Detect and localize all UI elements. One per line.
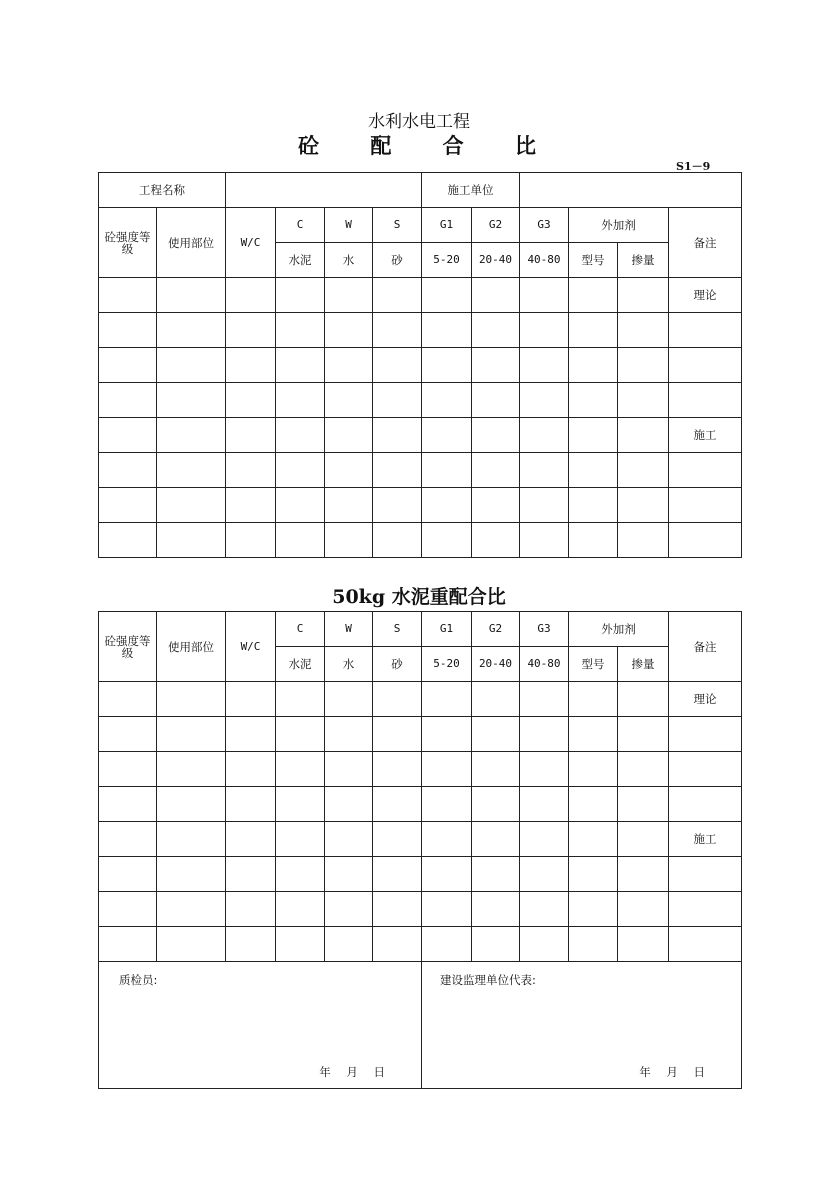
table-cell[interactable] xyxy=(569,418,618,453)
table-row xyxy=(99,523,742,558)
table-cell[interactable] xyxy=(520,453,569,488)
table-cell[interactable] xyxy=(226,787,276,822)
remarks-cell[interactable] xyxy=(669,717,742,752)
form-code: S1－9 xyxy=(676,160,711,173)
col-grade: 砼强度等级 xyxy=(99,612,157,682)
table-cell[interactable] xyxy=(422,892,472,927)
table-cell[interactable] xyxy=(157,752,226,787)
table-cell[interactable] xyxy=(618,278,669,313)
supervisor-label: 建设监理单位代表: xyxy=(440,973,536,987)
table-cell[interactable] xyxy=(157,418,226,453)
table-cell[interactable] xyxy=(276,313,325,348)
col-g2-sub: 20-40 xyxy=(472,243,520,278)
table-cell[interactable] xyxy=(325,822,373,857)
table-cell[interactable] xyxy=(226,348,276,383)
table-cell[interactable] xyxy=(99,787,157,822)
table-cell[interactable] xyxy=(569,717,618,752)
col-admixture-type: 型号 xyxy=(569,647,618,682)
table-cell[interactable] xyxy=(157,453,226,488)
table-cell[interactable] xyxy=(520,383,569,418)
table-row xyxy=(99,313,742,348)
table-cell[interactable] xyxy=(472,787,520,822)
col-c: C xyxy=(276,208,325,243)
table-cell[interactable] xyxy=(618,752,669,787)
table-row xyxy=(99,787,742,822)
table-cell[interactable] xyxy=(422,822,472,857)
table-cell[interactable] xyxy=(520,313,569,348)
table-cell[interactable] xyxy=(99,278,157,313)
table-cell[interactable] xyxy=(422,752,472,787)
table-cell[interactable] xyxy=(472,927,520,962)
col-g1: G1 xyxy=(422,612,472,647)
table-cell[interactable] xyxy=(276,523,325,558)
col-g3-sub: 40-80 xyxy=(520,647,569,682)
col-c-sub: 水泥 xyxy=(276,243,325,278)
table-cell[interactable] xyxy=(276,752,325,787)
table-row xyxy=(99,717,742,752)
table-cell[interactable] xyxy=(618,717,669,752)
table-cell[interactable] xyxy=(325,927,373,962)
table-cell[interactable] xyxy=(99,717,157,752)
table-cell[interactable] xyxy=(325,892,373,927)
table-cell[interactable] xyxy=(618,682,669,717)
table-cell[interactable] xyxy=(472,418,520,453)
inspector-signature-box[interactable] xyxy=(99,962,422,1089)
table-cell[interactable] xyxy=(99,682,157,717)
table-cell[interactable] xyxy=(276,453,325,488)
table-row xyxy=(99,822,742,857)
table-cell[interactable] xyxy=(569,857,618,892)
table-cell[interactable] xyxy=(472,313,520,348)
table-cell[interactable] xyxy=(618,418,669,453)
table-cell[interactable] xyxy=(472,717,520,752)
table-cell[interactable] xyxy=(157,348,226,383)
remarks-cell[interactable] xyxy=(669,313,742,348)
table-cell[interactable] xyxy=(325,418,373,453)
col-g2: G2 xyxy=(472,612,520,647)
table-cell[interactable] xyxy=(276,822,325,857)
col-s: S xyxy=(373,612,422,647)
table-cell[interactable] xyxy=(569,453,618,488)
table-cell[interactable] xyxy=(99,857,157,892)
table-cell[interactable] xyxy=(325,717,373,752)
table-row xyxy=(99,348,742,383)
table-cell[interactable] xyxy=(569,892,618,927)
table-cell[interactable] xyxy=(520,523,569,558)
col-admixture-type: 型号 xyxy=(569,243,618,278)
table-cell[interactable] xyxy=(226,453,276,488)
document-title: 水利水电工程 xyxy=(368,112,470,132)
table-cell[interactable] xyxy=(157,717,226,752)
table-cell[interactable] xyxy=(276,383,325,418)
section-title: 50kg 水泥重配合比 xyxy=(332,586,506,608)
table-row xyxy=(99,927,742,962)
remarks-cell[interactable] xyxy=(669,787,742,822)
table-cell[interactable] xyxy=(373,523,422,558)
table-cell[interactable] xyxy=(520,418,569,453)
col-w-sub: 水 xyxy=(325,243,373,278)
table-cell[interactable] xyxy=(520,822,569,857)
table-cell[interactable] xyxy=(618,488,669,523)
table-cell[interactable] xyxy=(569,822,618,857)
table-cell[interactable] xyxy=(325,752,373,787)
table-cell[interactable] xyxy=(520,717,569,752)
supervisor-date: 年 月 日 xyxy=(639,1065,705,1079)
table-row xyxy=(99,752,742,787)
table-cell[interactable] xyxy=(226,752,276,787)
table-cell[interactable] xyxy=(472,752,520,787)
table-cell[interactable] xyxy=(99,453,157,488)
table-cell[interactable] xyxy=(157,927,226,962)
col-c: C xyxy=(276,612,325,647)
table-cell[interactable] xyxy=(99,892,157,927)
remarks-cell[interactable] xyxy=(669,383,742,418)
table-cell[interactable] xyxy=(618,857,669,892)
cement-50kg-mix-table xyxy=(98,611,742,1089)
table-cell[interactable] xyxy=(325,348,373,383)
table-cell[interactable] xyxy=(325,857,373,892)
table-cell[interactable] xyxy=(276,278,325,313)
table-cell[interactable] xyxy=(422,313,472,348)
table-cell[interactable] xyxy=(618,453,669,488)
table-cell[interactable] xyxy=(226,418,276,453)
col-admixture-dose: 掺量 xyxy=(618,647,669,682)
table-cell[interactable] xyxy=(472,523,520,558)
col-admixture: 外加剂 xyxy=(569,208,669,243)
col-s: S xyxy=(373,208,422,243)
table-cell[interactable] xyxy=(276,488,325,523)
col-w: W xyxy=(325,612,373,647)
remarks-cell[interactable] xyxy=(669,453,742,488)
table-cell[interactable] xyxy=(472,348,520,383)
table-cell[interactable] xyxy=(472,857,520,892)
table-cell[interactable] xyxy=(373,453,422,488)
remarks-cell[interactable]: 施工 xyxy=(669,418,742,453)
table-row xyxy=(99,892,742,927)
table-cell[interactable] xyxy=(618,313,669,348)
table-cell[interactable] xyxy=(157,313,226,348)
table-cell[interactable] xyxy=(618,348,669,383)
remarks-cell[interactable]: 施工 xyxy=(669,822,742,857)
remarks-cell[interactable] xyxy=(669,857,742,892)
col-wc: W/C xyxy=(226,208,276,278)
table-row xyxy=(99,418,742,453)
table-cell[interactable] xyxy=(569,787,618,822)
table-cell[interactable] xyxy=(325,682,373,717)
remarks-cell[interactable] xyxy=(669,752,742,787)
table-cell[interactable] xyxy=(569,278,618,313)
table-cell[interactable] xyxy=(325,488,373,523)
table-cell[interactable] xyxy=(226,488,276,523)
table-cell[interactable] xyxy=(99,418,157,453)
col-admixture-dose: 掺量 xyxy=(618,243,669,278)
table-row xyxy=(99,278,742,313)
remarks-cell[interactable] xyxy=(669,488,742,523)
table-cell[interactable] xyxy=(226,892,276,927)
inspector-label: 质检员: xyxy=(119,973,158,987)
remarks-cell[interactable] xyxy=(669,892,742,927)
table-cell[interactable] xyxy=(422,717,472,752)
table-cell[interactable] xyxy=(325,787,373,822)
table-cell[interactable] xyxy=(99,383,157,418)
table-cell[interactable] xyxy=(226,383,276,418)
table-cell[interactable] xyxy=(422,523,472,558)
table-cell[interactable] xyxy=(99,348,157,383)
table-cell[interactable] xyxy=(276,892,325,927)
table-cell[interactable] xyxy=(422,488,472,523)
table-cell[interactable] xyxy=(569,682,618,717)
table-cell[interactable] xyxy=(422,857,472,892)
col-grade: 砼强度等级 xyxy=(99,208,157,278)
table-cell[interactable] xyxy=(520,892,569,927)
table-cell[interactable] xyxy=(157,892,226,927)
table-cell[interactable] xyxy=(325,523,373,558)
table-cell[interactable] xyxy=(373,892,422,927)
remarks-cell[interactable] xyxy=(669,348,742,383)
col-g1: G1 xyxy=(422,208,472,243)
project-name-label: 工程名称 xyxy=(99,173,226,208)
table-cell[interactable] xyxy=(618,787,669,822)
col-g1-sub: 5-20 xyxy=(422,243,472,278)
col-location: 使用部位 xyxy=(157,208,226,278)
col-g1-sub: 5-20 xyxy=(422,647,472,682)
table-cell[interactable] xyxy=(569,752,618,787)
table-cell[interactable] xyxy=(618,892,669,927)
table-cell[interactable] xyxy=(226,927,276,962)
table-cell[interactable] xyxy=(276,717,325,752)
table-cell[interactable] xyxy=(618,822,669,857)
table-cell[interactable] xyxy=(618,523,669,558)
table-cell[interactable] xyxy=(276,787,325,822)
col-w: W xyxy=(325,208,373,243)
remarks-cell[interactable]: 理论 xyxy=(669,278,742,313)
table-cell[interactable] xyxy=(373,752,422,787)
table-cell[interactable] xyxy=(569,383,618,418)
table-cell[interactable] xyxy=(520,278,569,313)
table-cell[interactable] xyxy=(325,453,373,488)
table-cell[interactable] xyxy=(276,418,325,453)
table-cell[interactable] xyxy=(520,927,569,962)
table-cell[interactable] xyxy=(99,752,157,787)
table-cell[interactable] xyxy=(422,453,472,488)
table-cell[interactable] xyxy=(373,787,422,822)
table-cell[interactable] xyxy=(373,418,422,453)
table-cell[interactable] xyxy=(373,313,422,348)
remarks-cell[interactable] xyxy=(669,523,742,558)
table-cell[interactable] xyxy=(472,682,520,717)
table-cell[interactable] xyxy=(569,523,618,558)
col-w-sub: 水 xyxy=(325,647,373,682)
table-cell[interactable] xyxy=(325,313,373,348)
table-cell[interactable] xyxy=(373,822,422,857)
table-cell[interactable] xyxy=(472,488,520,523)
table-cell[interactable] xyxy=(325,383,373,418)
table-cell[interactable] xyxy=(472,453,520,488)
table-cell[interactable] xyxy=(157,383,226,418)
table-cell[interactable] xyxy=(157,822,226,857)
table-cell[interactable] xyxy=(99,313,157,348)
contractor-label: 施工单位 xyxy=(422,173,520,208)
table-cell[interactable] xyxy=(226,313,276,348)
table-cell[interactable] xyxy=(157,278,226,313)
table-cell[interactable] xyxy=(373,278,422,313)
table-cell[interactable] xyxy=(569,927,618,962)
table-cell[interactable] xyxy=(569,488,618,523)
table-cell[interactable] xyxy=(99,927,157,962)
table-cell[interactable] xyxy=(422,278,472,313)
table-cell[interactable] xyxy=(226,822,276,857)
table-cell[interactable] xyxy=(157,488,226,523)
col-g2-sub: 20-40 xyxy=(472,647,520,682)
table-cell[interactable] xyxy=(569,348,618,383)
table-cell[interactable] xyxy=(373,383,422,418)
col-g3: G3 xyxy=(520,208,569,243)
table-cell[interactable] xyxy=(373,488,422,523)
table-row xyxy=(99,857,742,892)
table-cell[interactable] xyxy=(157,523,226,558)
table-cell[interactable] xyxy=(157,682,226,717)
col-g3-sub: 40-80 xyxy=(520,243,569,278)
col-g2: G2 xyxy=(472,208,520,243)
project-name-field[interactable] xyxy=(226,173,422,208)
table-cell[interactable] xyxy=(520,857,569,892)
table-cell[interactable] xyxy=(373,682,422,717)
col-s-sub: 砂 xyxy=(373,243,422,278)
col-remarks: 备注 xyxy=(669,208,742,278)
table-cell[interactable] xyxy=(422,348,472,383)
table-cell[interactable] xyxy=(373,348,422,383)
inspector-date: 年 月 日 xyxy=(319,1065,385,1079)
col-g3: G3 xyxy=(520,612,569,647)
table-cell[interactable] xyxy=(618,383,669,418)
table-cell[interactable] xyxy=(422,682,472,717)
table-row xyxy=(99,453,742,488)
table-cell[interactable] xyxy=(99,523,157,558)
col-wc: W/C xyxy=(226,612,276,682)
col-remarks: 备注 xyxy=(669,612,742,682)
table-row xyxy=(99,383,742,418)
table-cell[interactable] xyxy=(99,488,157,523)
table-cell[interactable] xyxy=(226,278,276,313)
table-cell[interactable] xyxy=(373,857,422,892)
form-title: 砼 配 合 比 xyxy=(298,133,558,158)
table-cell[interactable] xyxy=(226,523,276,558)
table-cell[interactable] xyxy=(276,348,325,383)
table-cell[interactable] xyxy=(520,488,569,523)
remarks-cell[interactable]: 理论 xyxy=(669,682,742,717)
table-cell[interactable] xyxy=(157,787,226,822)
remarks-cell[interactable] xyxy=(669,927,742,962)
table-cell[interactable] xyxy=(472,892,520,927)
table-cell[interactable] xyxy=(226,857,276,892)
table-cell[interactable] xyxy=(472,383,520,418)
table-cell[interactable] xyxy=(226,717,276,752)
col-s-sub: 砂 xyxy=(373,647,422,682)
table-cell[interactable] xyxy=(618,927,669,962)
contractor-field[interactable] xyxy=(520,173,742,208)
table-cell[interactable] xyxy=(226,682,276,717)
table-cell[interactable] xyxy=(520,348,569,383)
supervisor-signature-box[interactable] xyxy=(422,962,742,1089)
table-cell[interactable] xyxy=(276,927,325,962)
col-admixture: 外加剂 xyxy=(569,612,669,647)
table-cell[interactable] xyxy=(99,822,157,857)
table-cell[interactable] xyxy=(422,927,472,962)
table-cell[interactable] xyxy=(373,927,422,962)
table-cell[interactable] xyxy=(276,857,325,892)
table-cell[interactable] xyxy=(157,857,226,892)
table-cell[interactable] xyxy=(520,787,569,822)
table-cell[interactable] xyxy=(422,787,472,822)
table-cell[interactable] xyxy=(520,752,569,787)
table-cell[interactable] xyxy=(472,278,520,313)
mix-ratio-table xyxy=(98,172,742,558)
table-cell[interactable] xyxy=(325,278,373,313)
table-cell[interactable] xyxy=(520,682,569,717)
table-row xyxy=(99,682,742,717)
table-cell[interactable] xyxy=(472,822,520,857)
table-cell[interactable] xyxy=(422,383,472,418)
table-cell[interactable] xyxy=(422,418,472,453)
table-cell[interactable] xyxy=(276,682,325,717)
table-row xyxy=(99,488,742,523)
table-cell[interactable] xyxy=(569,313,618,348)
col-location: 使用部位 xyxy=(157,612,226,682)
col-c-sub: 水泥 xyxy=(276,647,325,682)
table-cell[interactable] xyxy=(373,717,422,752)
